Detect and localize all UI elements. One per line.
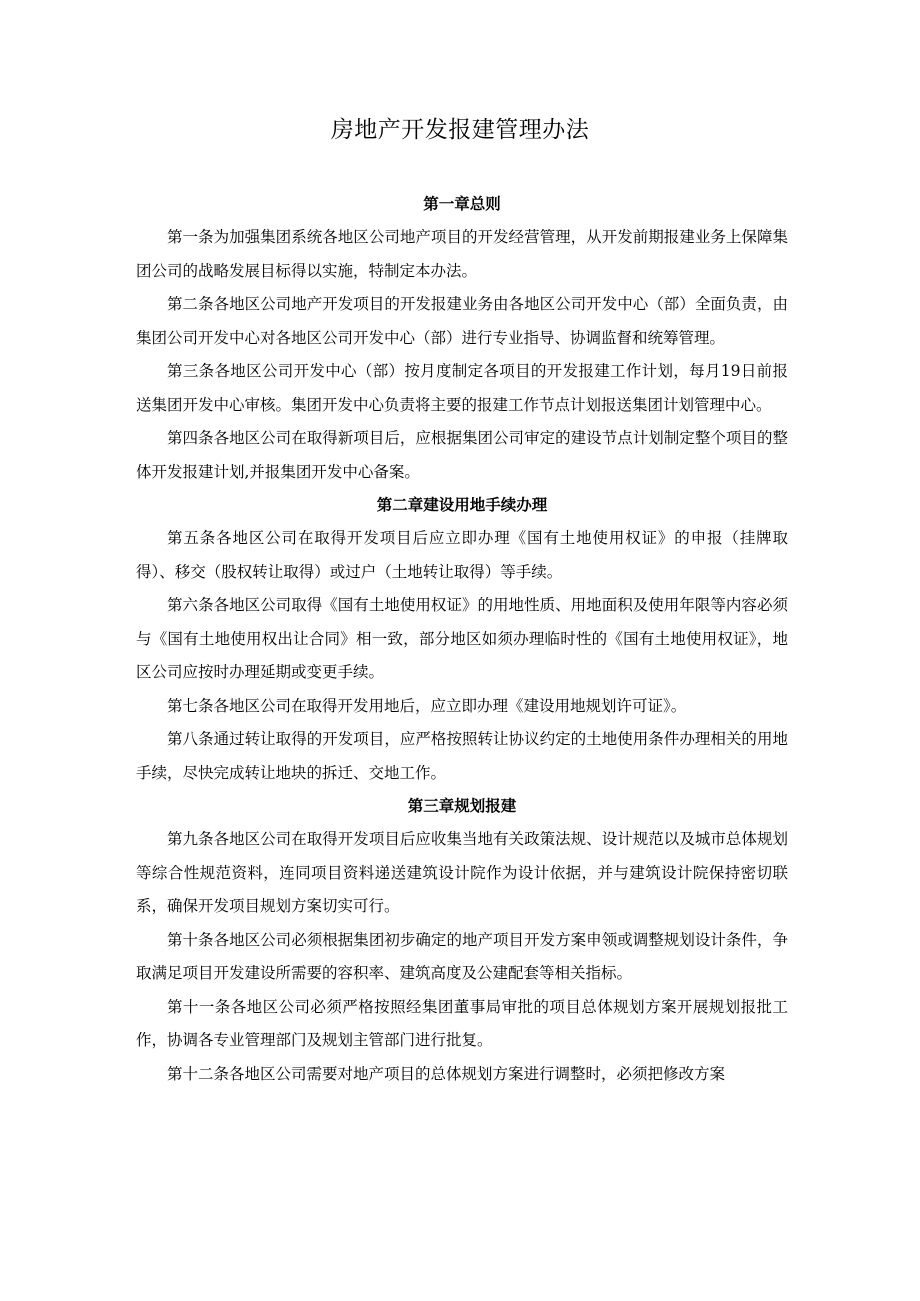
article-paragraph: 第六条各地区公司取得《国有土地使用权证》的用地性质、用地面积及使用年限等内容必须与《国有土地使用权出让合同》相一致，部分地区如须办理临时性的《国有土地使用权证》，地区公司应按时办理延期或变更手续。 [136,596,788,681]
article-paragraph: 第八条通过转让取得的开发项目，应严格按照转让协议约定的土地使用条件办理相关的用地手续，尽快完成转让地块的拆迁、交地工作。 [136,730,788,782]
article-paragraph: 第十二条各地区公司需要对地产项目的总体规划方案进行调整时，必须把修改方案 [167,1064,726,1083]
article-paragraph: 第七条各地区公司在取得开发用地后，应立即办理《建设用地规划许可证》。 [167,696,687,715]
article-paragraph: 第十一条各地区公司必须严格按照经集团董事局审批的项目总体规划方案开展规划报批工作，协调各专业管理部门及规划主管部门进行批复。 [136,997,788,1049]
chapter-heading: 第三章规划报建 [407,797,517,815]
article-paragraph: 第三条各地区公司开发中心（部）按月度制定各项目的开发报建工作计划，每月19日前报送集团开发中心审核。集团开发中心负责将主要的报建工作节点计划报送集团计划管理中心。 [136,362,788,414]
article-paragraph: 第五条各地区公司在取得开发项目后应立即办理《国有土地使用权证》的申报（挂牌取得）、移交（股权转让取得）或过户（土地转让取得）等手续。 [136,529,788,581]
chapter-heading: 第二章建设用地手续办理 [376,496,548,514]
article-paragraph: 第十条各地区公司必须根据集团初步确定的地产项目开发方案申领或调整规划设计条件，争取满足项目开发建设所需要的容积率、建筑高度及公建配套等相关指标。 [136,930,788,982]
article-paragraph: 第九条各地区公司在取得开发项目后应收集当地有关政策法规、设计规范以及城市总体规划等综合性规范资料，连同项目资料递送建筑设计院作为设计依据，并与建筑设计院保持密切联系，确保开发项目规划方案切实可行。 [136,830,788,915]
article-paragraph: 第一条为加强集团系统各地区公司地产项目的开发经营管理，从开发前期报建业务上保障集团公司的战略发展目标得以实施，特制定本办法。 [136,228,788,280]
document-title: 房地产开发报建管理办法 [330,117,590,143]
document-body [136,188,788,1091]
article-paragraph: 第四条各地区公司在取得新项目后，应根据集团公司审定的建设节点计划制定整个项目的整体开发报建计划,并报集团开发中心备案。 [136,429,788,481]
chapter-heading: 第一章总则 [423,195,501,213]
article-paragraph: 第二条各地区公司地产开发项目的开发报建业务由各地区公司开发中心（部）全面负责，由集团公司开发中心对各地区公司开发中心（部）进行专业指导、协调监督和统筹管理。 [136,295,788,347]
